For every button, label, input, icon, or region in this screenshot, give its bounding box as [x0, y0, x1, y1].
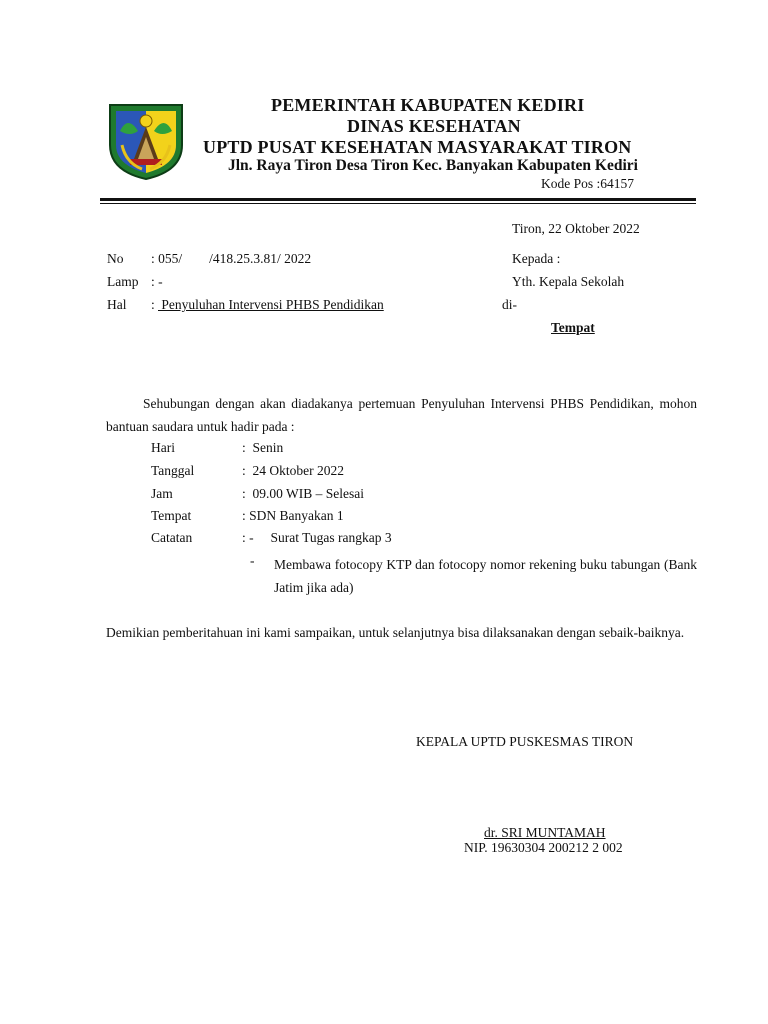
letterhead-divider-thick — [100, 198, 696, 201]
recipient-kepada: Kepada : — [512, 251, 561, 266]
number-value: : 055/ /418.25.3.81/ 2022 — [151, 251, 312, 266]
letterhead-government: PEMERINTAH KABUPATEN KEDIRI — [271, 95, 585, 115]
detail-label-date: Tanggal — [151, 463, 195, 478]
number-label: No — [107, 251, 124, 266]
note-second-item: Membawa fotocopy KTP dan fotocopy nomor rekening buku tabungan (Bank Jatim jika ada) — [274, 557, 697, 595]
letterhead-postcode: Kode Pos :64157 — [541, 176, 635, 191]
note-dash: - — [250, 553, 255, 568]
subject-label: Hal — [107, 297, 127, 312]
letterhead-department: DINAS KESEHATAN — [347, 116, 521, 136]
letterhead-address: Jln. Raya Tiron Desa Tiron Kec. Banyakan Kabupaten Kediri — [228, 157, 638, 174]
subject-colon: : — [151, 297, 155, 312]
detail-value-date: : 24 Oktober 2022 — [242, 463, 344, 478]
recipient-place: Tempat — [551, 320, 595, 335]
detail-label-note: Catatan — [151, 530, 193, 545]
recipient-di: di- — [502, 297, 517, 312]
signatory-nip: NIP. 19630304 200212 2 002 — [464, 840, 623, 855]
kabupaten-kediri-emblem-icon — [106, 101, 186, 181]
detail-label-place: Tempat — [151, 508, 192, 523]
attachment-value: : - — [151, 274, 163, 289]
signatory-name: dr. SRI MUNTAMAH — [484, 825, 606, 840]
detail-value-day: : Senin — [242, 440, 284, 455]
detail-value-note: : - Surat Tugas rangkap 3 — [242, 530, 392, 545]
subject-value: Penyuluhan Intervensi PHBS Pendidikan — [158, 297, 384, 312]
detail-label-time: Jam — [151, 486, 173, 501]
opening-paragraph: Sehubungan dengan akan diadakanya pertemuan Penyuluhan Intervensi PHBS Pendidikan, mohon bantuan saudara untuk hadir pada : — [106, 396, 697, 434]
recipient-name: Yth. Kepala Sekolah — [512, 274, 625, 289]
signatory-title: KEPALA UPTD PUSKESMAS TIRON — [416, 734, 634, 749]
letter-date: Tiron, 22 Oktober 2022 — [512, 221, 640, 236]
detail-value-place: : SDN Banyakan 1 — [242, 508, 344, 523]
letterhead-divider-thin — [100, 203, 696, 204]
closing-paragraph: Demikian pemberitahuan ini kami sampaikan, untuk selanjutnya bisa dilaksanakan dengan sebaik-baiknya. — [106, 625, 685, 640]
letterhead-institution: UPTD PUSAT KESEHATAN MASYARAKAT TIRON — [203, 137, 632, 157]
attachment-label: Lamp — [107, 274, 139, 289]
detail-value-time: : 09.00 WIB – Selesai — [242, 486, 364, 501]
detail-label-day: Hari — [151, 440, 175, 455]
